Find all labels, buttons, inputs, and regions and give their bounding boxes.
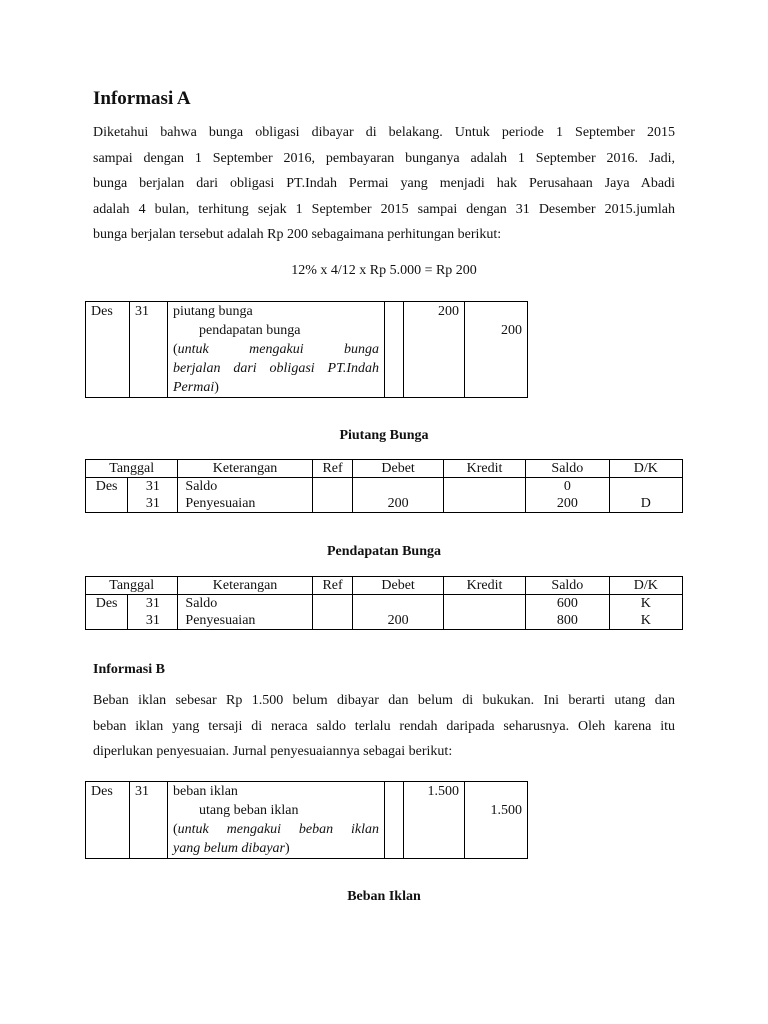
cell-desc: Saldo bbox=[178, 478, 312, 496]
cell-saldo: 200 bbox=[526, 495, 609, 513]
column-header: Kredit bbox=[443, 577, 525, 595]
cell-month bbox=[86, 495, 128, 513]
paragraph-informasi-b bbox=[93, 688, 675, 765]
paragraph-line: beban iklan yang tersaji di neraca saldo terlalu rendah daripada seharusnya. Oleh karena itu bbox=[93, 718, 675, 734]
journal-month: Des bbox=[86, 302, 130, 398]
cell-ref bbox=[312, 612, 353, 630]
column-header: Keterangan bbox=[178, 460, 312, 478]
column-header: Tanggal bbox=[86, 577, 178, 595]
column-header: Debet bbox=[353, 577, 443, 595]
section-title-informasi-a: Informasi A bbox=[93, 88, 191, 109]
table-row bbox=[86, 595, 683, 613]
cell-dk bbox=[609, 478, 682, 496]
journal-note-line: yang belum dibayar bbox=[173, 841, 285, 856]
ledger-header-row bbox=[86, 577, 683, 595]
journal-note-line: berjalan dari obligasi PT.Indah bbox=[173, 361, 379, 376]
journal-note-line: Permai bbox=[173, 380, 215, 395]
cell-kredit bbox=[443, 595, 525, 613]
journal-day: 31 bbox=[130, 302, 168, 398]
journal-debit: 1.500 bbox=[404, 782, 465, 859]
ledger-title-beban-iklan: Beban Iklan bbox=[347, 889, 421, 904]
journal-day: 31 bbox=[130, 782, 168, 859]
cell-debet bbox=[353, 595, 443, 613]
cell-day: 31 bbox=[128, 495, 178, 513]
ledger-title-piutang-bunga: Piutang Bunga bbox=[339, 428, 429, 443]
cell-month: Des bbox=[86, 595, 128, 613]
cell-saldo: 800 bbox=[526, 612, 609, 630]
paragraph-line: Beban iklan sebesar Rp 1.500 belum dibayar dan belum di bukukan. Ini berarti utang dan bbox=[93, 693, 675, 708]
cell-kredit bbox=[443, 612, 525, 630]
table-row bbox=[86, 495, 683, 513]
column-header: Saldo bbox=[526, 577, 609, 595]
journal-description bbox=[168, 302, 385, 398]
ledger-piutang-bunga bbox=[85, 459, 683, 513]
cell-ref bbox=[312, 495, 353, 513]
cell-kredit bbox=[443, 495, 525, 513]
paragraph-line: bunga berjalan tersebut adalah Rp 200 sebagaimana perhitungan berikut: bbox=[93, 227, 502, 242]
cell-desc: Saldo bbox=[178, 595, 312, 613]
ledger-pendapatan-bunga bbox=[85, 576, 683, 630]
journal-credit: 200 bbox=[465, 302, 528, 398]
journal-description bbox=[168, 782, 385, 859]
journal-credit: 1.500 bbox=[465, 782, 528, 859]
paragraph-line: adalah 4 bulan, terhitung sejak 1 September 2015 sampai dengan 31 Desember 2015.jumlah bbox=[93, 201, 675, 217]
column-header: Saldo bbox=[526, 460, 609, 478]
cell-debet: 200 bbox=[353, 495, 443, 513]
cell-saldo: 0 bbox=[526, 478, 609, 496]
column-header: Keterangan bbox=[178, 577, 312, 595]
cell-day: 31 bbox=[128, 595, 178, 613]
journal-debit: 200 bbox=[404, 302, 465, 398]
table-row bbox=[86, 478, 683, 496]
cell-ref bbox=[312, 595, 353, 613]
journal-note-line: untuk mengakui beban iklan bbox=[177, 822, 379, 837]
journal-entry-a bbox=[85, 301, 528, 398]
section-title-informasi-b: Informasi B bbox=[93, 662, 165, 677]
journal-note-line: untuk mengakui bunga bbox=[177, 342, 379, 357]
paragraph-informasi-a bbox=[93, 120, 675, 248]
ledger-header-row bbox=[86, 460, 683, 478]
paragraph-line: diperlukan penyesuaian. Jurnal penyesuaiannya sebagai berikut: bbox=[93, 744, 453, 759]
cell-debet bbox=[353, 478, 443, 496]
journal-credit-account: utang beban iklan bbox=[199, 803, 299, 818]
cell-month bbox=[86, 612, 128, 630]
cell-dk: D bbox=[609, 495, 682, 513]
journal-credit-account: pendapatan bunga bbox=[199, 323, 301, 338]
cell-desc: Penyesuaian bbox=[178, 495, 312, 513]
cell-day: 31 bbox=[128, 612, 178, 630]
column-header: Tanggal bbox=[86, 460, 178, 478]
cell-debet: 200 bbox=[353, 612, 443, 630]
column-header: Debet bbox=[353, 460, 443, 478]
column-header: Ref bbox=[312, 577, 353, 595]
journal-note: (untuk mengakui bunga berjalan dari obligasi PT.Indah Permai) bbox=[173, 342, 379, 395]
column-header: Ref bbox=[312, 460, 353, 478]
journal-entry-b bbox=[85, 781, 528, 859]
cell-saldo: 600 bbox=[526, 595, 609, 613]
cell-kredit bbox=[443, 478, 525, 496]
column-header: D/K bbox=[609, 577, 682, 595]
cell-desc: Penyesuaian bbox=[178, 612, 312, 630]
paragraph-line: sampai dengan 1 September 2016, pembayaran bunganya adalah 1 September 2016. Jadi, bbox=[93, 150, 675, 166]
journal-debit-account: beban iklan bbox=[173, 784, 238, 799]
journal-note: (untuk mengakui beban iklan yang belum dibayar) bbox=[173, 822, 379, 856]
cell-ref bbox=[312, 478, 353, 496]
cell-dk: K bbox=[609, 612, 682, 630]
journal-month: Des bbox=[86, 782, 130, 859]
journal-ref bbox=[385, 782, 404, 859]
ledger-title-pendapatan-bunga: Pendapatan Bunga bbox=[327, 544, 441, 559]
table-row bbox=[86, 612, 683, 630]
interest-formula: 12% x 4/12 x Rp 5.000 = Rp 200 bbox=[291, 263, 477, 278]
cell-month: Des bbox=[86, 478, 128, 496]
cell-day: 31 bbox=[128, 478, 178, 496]
paragraph-line: bunga berjalan dari obligasi PT.Indah Permai yang menjadi hak Perusahaan Jaya Abadi bbox=[93, 176, 675, 191]
paragraph-line: Diketahui bahwa bunga obligasi dibayar di belakang. Untuk periode 1 September 2015 bbox=[93, 125, 675, 140]
column-header: Kredit bbox=[443, 460, 525, 478]
journal-ref bbox=[385, 302, 404, 398]
journal-debit-account: piutang bunga bbox=[173, 304, 253, 319]
cell-dk: K bbox=[609, 595, 682, 613]
column-header: D/K bbox=[609, 460, 682, 478]
